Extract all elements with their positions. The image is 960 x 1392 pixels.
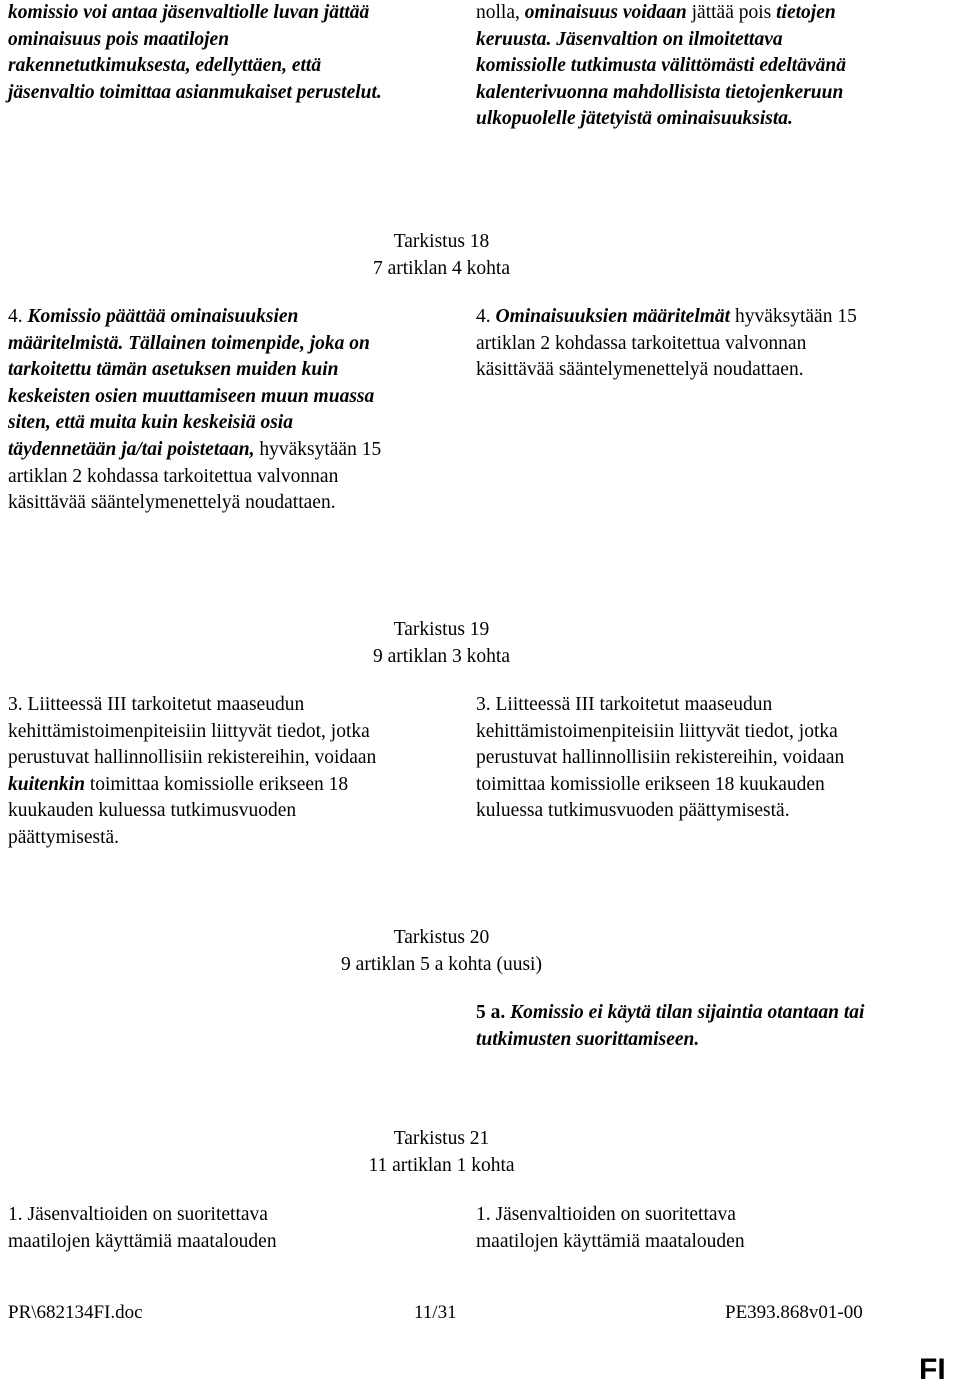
amendment-title: Tarkistus 18 (393, 231, 490, 252)
amendment-19-heading (0, 617, 883, 670)
amendment-article: 7 artiklan 4 kohta (372, 257, 510, 279)
amendment-20-amended (476, 1000, 866, 1053)
retained-text: hyväksytään 15 artiklan 2 kohdassa tarkoitettua valvonnan käsittävää sääntelymenettelyä noudattaen. (8, 438, 382, 514)
amendment-title: Tarkistus 19 (393, 619, 490, 640)
amendment-article: 9 artiklan 5 a kohta (uusi) (341, 953, 542, 975)
retained-text: 3. Liitteessä III tarkoitetut maaseudun kehittämistoimenpiteisiin liittyvät tiedot, jotka perustuvat hallinnollisiin rekistereihin, voidaan (8, 694, 377, 769)
amended-text: 1. Jäsenvaltioiden on suoritettava maatilojen käyttämiä maatalouden (476, 1204, 745, 1252)
original-text: 1. Jäsenvaltioiden on suoritettava maatilojen käyttämiä maatalouden (8, 1204, 277, 1252)
footer-pe-ref: PE393.868v01-00 (725, 1302, 863, 1323)
deleted-text: Komissio päättää ominaisuuksien määritelmistä. Tällainen toimenpide, joka on tarkoitettu tämän asetuksen muiden kuin keskeisten osien muuttamiseen muun muassa siten, että muita kuin keskeisiä osia täydennetään ja/tai poistetaan, (8, 306, 375, 460)
amendment-title: Tarkistus 20 (393, 927, 490, 948)
top-right-normal-1: nolla, (476, 2, 525, 23)
top-right-bi-2: tietojen keruusta. Jäsenvaltion on ilmoitettava komissiolle tutkimusta välittömästi edeltävänä kalenterivuonna mahdollisista tietojenkeruun ulkopuolelle jätetyistä ominaisuuksista. (476, 2, 846, 130)
amendment-18-heading (0, 229, 883, 282)
amendment-21-heading (0, 1126, 883, 1179)
added-text: Komissio ei käytä tilan sijaintia otantaan tai tutkimusten suorittamiseen. (476, 1002, 865, 1050)
amendment-article: 9 artiklan 3 kohta (372, 645, 510, 667)
footer-doc-ref: PR\682134FI.doc (8, 1302, 143, 1323)
top-left-text: komissio voi antaa jäsenvaltiolle luvan jättää ominaisuus pois maatilojen rakennetutkimuksesta, edellyttäen, että jäsenvaltio toimittaa asianmukaiset perustelut. (8, 2, 382, 103)
item-number: 4. (8, 306, 28, 327)
amendment-18-amended (476, 304, 866, 384)
item-number: 4. (476, 306, 496, 327)
retained-text: toimittaa komissiolle erikseen 18 kuukauden kuluessa tutkimusvuoden päättymisestä. (8, 773, 349, 848)
amendment-21-amended (476, 1202, 806, 1255)
amendment-19-amended (476, 692, 886, 825)
amendment-18-original (8, 304, 398, 517)
top-right-paragraph (476, 0, 876, 133)
amendment-19-original (8, 692, 408, 852)
amendment-21-original (8, 1202, 338, 1255)
language-code: FI (919, 1353, 946, 1386)
item-number: 5 a. (476, 1002, 506, 1023)
amendment-article: 11 artiklan 1 kohta (368, 1154, 515, 1176)
top-left-paragraph (8, 0, 398, 106)
footer-page-number: 11/31 (414, 1302, 457, 1323)
added-text: Ominaisuuksien määritelmät (495, 306, 731, 327)
amendment-title: Tarkistus 21 (393, 1128, 490, 1149)
deleted-text: kuitenkin (8, 773, 85, 795)
top-right-normal-2: jättää pois (686, 2, 772, 23)
top-right-bi-1: ominaisuus voidaan (524, 2, 687, 23)
amendment-20-heading (0, 925, 883, 978)
amended-text: 3. Liitteessä III tarkoitetut maaseudun kehittämistoimenpiteisiin liittyvät tiedot, jotka perustuvat hallinnollisiin rekistereihin, voidaan toimittaa komissiolle erikseen 18 kuukauden kuluessa tutkimusvuoden päättymisestä. (476, 694, 845, 822)
retained-text: hyväksytään 15 artiklan 2 kohdassa tarkoitettua valvonnan käsittävää sääntelymenettelyä noudattaen. (476, 306, 857, 381)
